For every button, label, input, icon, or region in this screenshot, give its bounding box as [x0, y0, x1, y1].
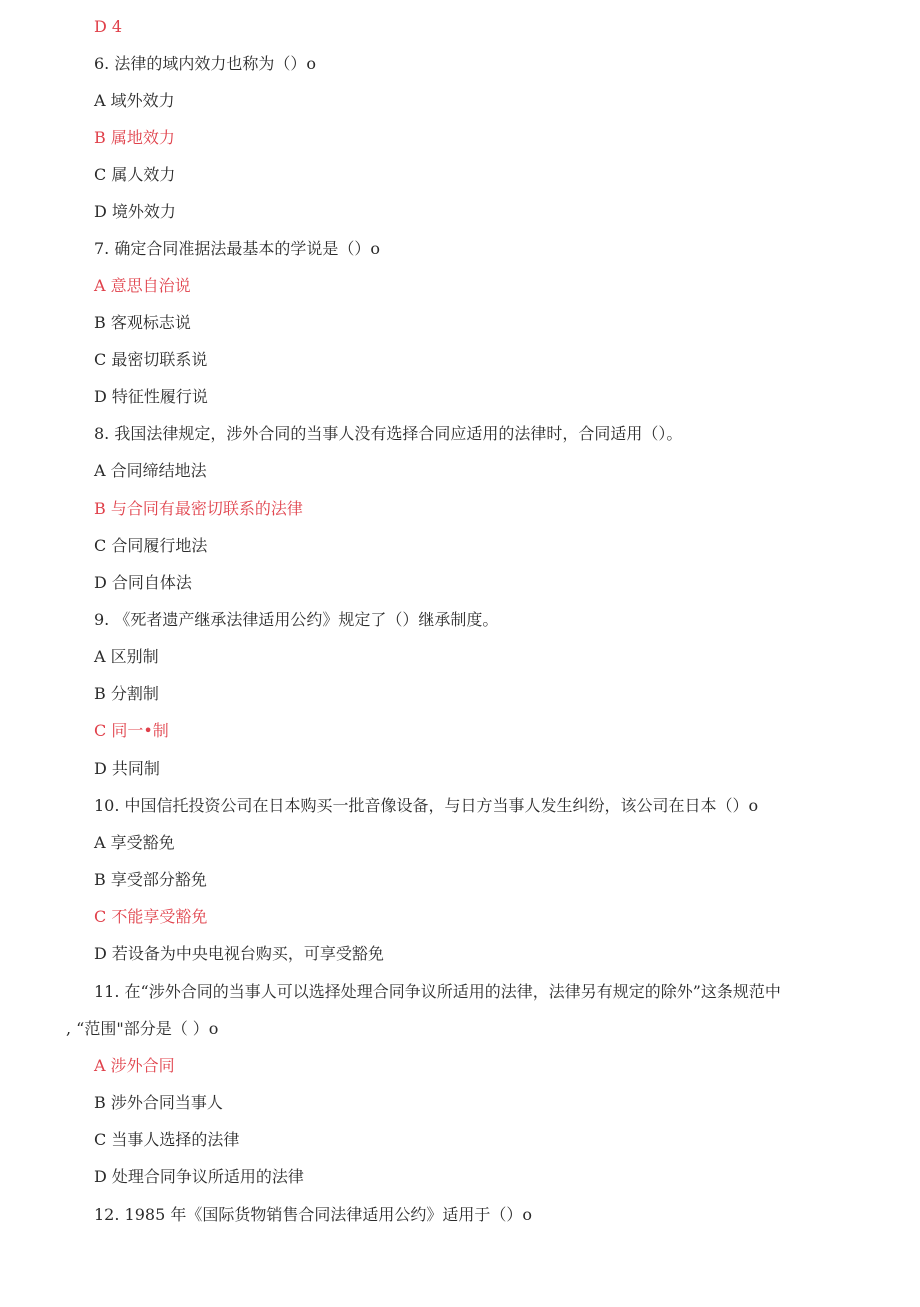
option-line: C 属人效力: [94, 165, 176, 184]
question-line: 9. 《死者遗产继承法律适用公约》规定了（）继承制度。: [94, 610, 499, 629]
option-line: D 共同制: [94, 759, 160, 778]
option-line: D 4: [94, 17, 123, 36]
question-line: 11. 在“涉外合同的当事人可以选择处理合同争议所适用的法律，法律另有规定的除外”这条规范中: [94, 982, 781, 1001]
option-line: D 境外效力: [94, 202, 176, 221]
option-line: A 享受豁免: [94, 833, 175, 852]
question-line: 10. 中国信托投资公司在日本购买一批音像设备，与日方当事人发生纠纷，该公司在日本（）o: [94, 796, 759, 815]
option-line: A 合同缔结地法: [94, 461, 207, 480]
option-line: C 同一•制: [94, 721, 169, 740]
question-continuation-line: , “范围"部分是（ ）o: [66, 1019, 219, 1038]
option-line: D 若设备为中央电视台购买，可享受豁免: [94, 944, 384, 963]
option-line: C 当事人选择的法律: [94, 1130, 240, 1149]
option-line: B 与合同有最密切联系的法律: [94, 499, 303, 518]
question-line: 6. 法律的域内效力也称为（）o: [94, 54, 316, 73]
option-line: A 区别制: [94, 647, 159, 666]
option-line: C 最密切联系说: [94, 350, 208, 369]
question-line: 8. 我国法律规定，涉外合同的当事人没有选择合同应适用的法律时，合同适用（）。: [94, 424, 683, 443]
option-line: B 属地效力: [94, 128, 175, 147]
option-line: D 特征性履行说: [94, 387, 208, 406]
option-line: D 处理合同争议所适用的法律: [94, 1167, 304, 1186]
option-line: B 涉外合同当事人: [94, 1093, 223, 1112]
option-line: B 分割制: [94, 684, 159, 703]
option-line: C 不能享受豁免: [94, 907, 208, 926]
question-line: 12. 1985 年《国际货物销售合同法律适用公约》适用于（）o: [94, 1205, 532, 1224]
option-line: C 合同履行地法: [94, 536, 208, 555]
option-line: D 合同自体法: [94, 573, 192, 592]
option-line: B 客观标志说: [94, 313, 191, 332]
option-line: B 享受部分豁免: [94, 870, 207, 889]
question-line: 7. 确定合同准据法最基本的学说是（）o: [94, 239, 380, 258]
option-line: A 域外效力: [94, 91, 175, 110]
option-line: A 意思自治说: [94, 276, 191, 295]
option-line: A 涉外合同: [94, 1056, 175, 1075]
